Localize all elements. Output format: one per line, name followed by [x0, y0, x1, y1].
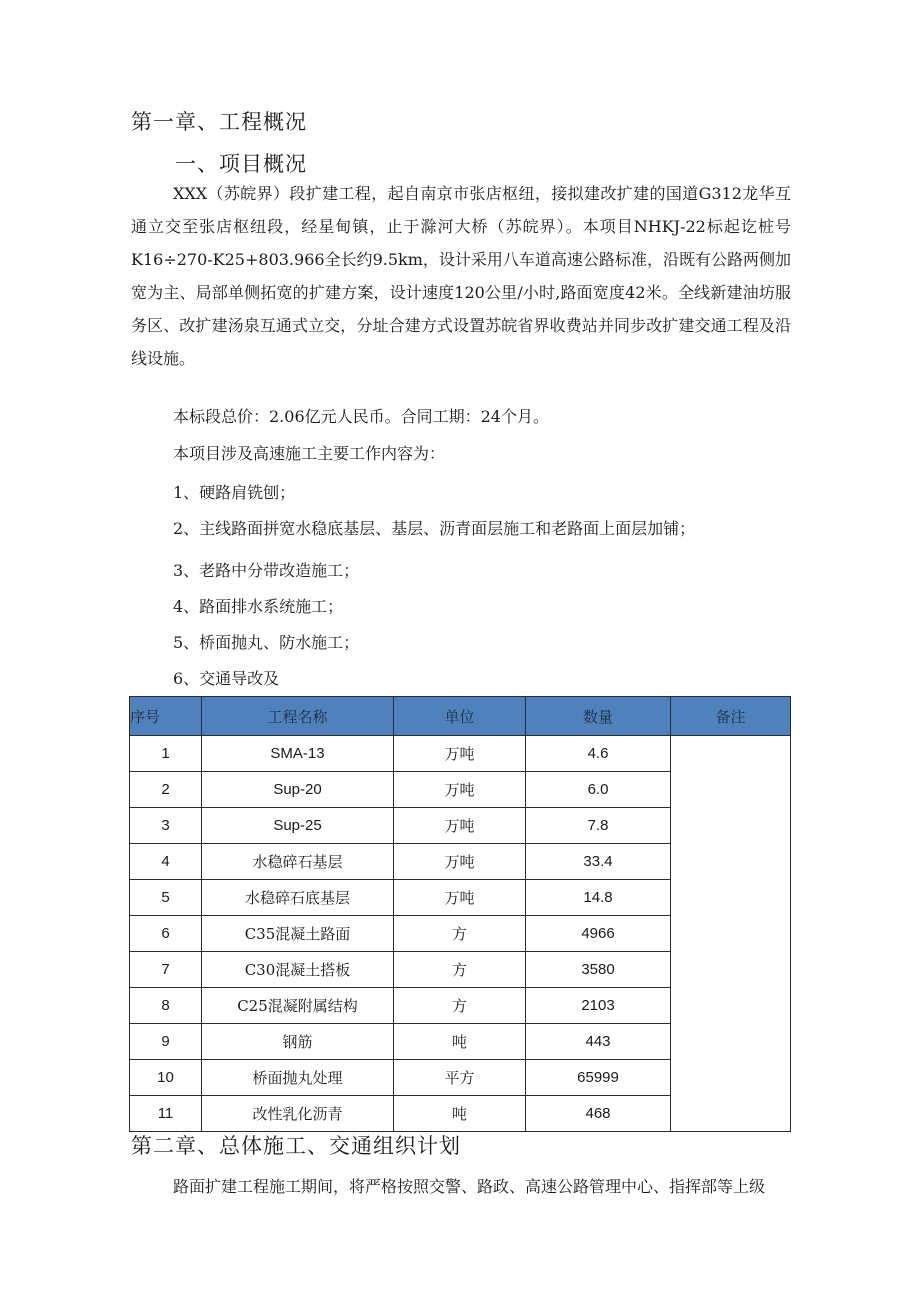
section-1-title: 一、项目概况 — [175, 152, 307, 176]
scope-intro-line: 本项目涉及高速施工主要工作内容为： — [173, 444, 446, 463]
header-unit: 单位 — [394, 697, 526, 736]
header-item-name: 工程名称 — [202, 697, 394, 736]
row-index: 10 — [130, 1060, 202, 1096]
quantity-table — [129, 696, 791, 1132]
row-index: 6 — [130, 916, 202, 952]
row-index: 9 — [130, 1024, 202, 1060]
header-remark: 备注 — [671, 697, 791, 736]
row-quantity: 3580 — [526, 952, 671, 988]
table-row — [130, 736, 791, 772]
remark-cell — [671, 736, 791, 1132]
row-index: 11 — [130, 1096, 202, 1132]
scope-item-5: 5、桥面抛丸、防水施工； — [173, 633, 360, 652]
header-quantity: 数量 — [526, 697, 671, 736]
row-item-name: 桥面抛丸处理 — [202, 1060, 394, 1096]
project-overview-paragraph: XXX（苏皖界）段扩建工程，起自南京市张店枢纽，接拟建改扩建的国道G312龙华互通立交至张店枢纽段，经星甸镇，止于滁河大桥（苏皖界）。本项目NHKJ-22标起讫桩号K16÷270-K25+803.966全长约9.5km，设计采用八车道高速公路标准，沿既有公路两侧加宽为主、局部单侧拓宽的扩建方案，设计速度120公里/小时,路面宽度42米。全线新建油坊服务区、改扩建汤泉互通式立交，分址合建方式设置苏皖省界收费站并同步改扩建交通工程及沿线设施。 — [131, 184, 791, 368]
row-item-name: 水稳碎石底基层 — [202, 880, 394, 916]
row-unit: 万吨 — [394, 844, 526, 880]
row-quantity: 4.6 — [526, 736, 671, 772]
scope-item-6: 6、交通导改及 — [173, 669, 280, 688]
row-unit: 方 — [394, 916, 526, 952]
row-unit: 方 — [394, 952, 526, 988]
row-item-name: SMA-13 — [202, 736, 394, 772]
row-unit: 万吨 — [394, 772, 526, 808]
header-index: 序号 — [130, 697, 202, 736]
row-index: 7 — [130, 952, 202, 988]
row-quantity: 33.4 — [526, 844, 671, 880]
row-quantity: 6.0 — [526, 772, 671, 808]
row-unit: 吨 — [394, 1024, 526, 1060]
row-index: 8 — [130, 988, 202, 1024]
row-quantity: 65999 — [526, 1060, 671, 1096]
row-quantity: 443 — [526, 1024, 671, 1060]
row-index: 1 — [130, 736, 202, 772]
chapter-2-paragraph: 路面扩建工程施工期间，将严格按照交警、路政、高速公路管理中心、指挥部等上级 — [173, 1177, 766, 1196]
row-item-name: Sup-25 — [202, 808, 394, 844]
scope-item-4: 4、路面排水系统施工； — [173, 597, 344, 616]
chapter-2-title: 第二章、总体施工、交通组织计划 — [131, 1134, 461, 1158]
row-quantity: 14.8 — [526, 880, 671, 916]
contract-price-line: 本标段总价：2.06亿元人民币。合同工期：24个月。 — [173, 407, 549, 426]
row-item-name: 改性乳化沥青 — [202, 1096, 394, 1132]
row-item-name: C30混凝土搭板 — [202, 952, 394, 988]
row-item-name: 水稳碎石基层 — [202, 844, 394, 880]
row-unit: 万吨 — [394, 808, 526, 844]
scope-item-1: 1、硬路肩铣刨； — [173, 483, 296, 502]
row-unit: 万吨 — [394, 880, 526, 916]
row-unit: 吨 — [394, 1096, 526, 1132]
row-quantity: 2103 — [526, 988, 671, 1024]
scope-item-3: 3、老路中分带改造施工； — [173, 561, 360, 580]
row-item-name: C25混凝附属结构 — [202, 988, 394, 1024]
scope-item-2: 2、主线路面拼宽水稳底基层、基层、沥青面层施工和老路面上面层加铺； — [173, 519, 696, 538]
row-item-name: Sup-20 — [202, 772, 394, 808]
row-unit: 平方 — [394, 1060, 526, 1096]
row-quantity: 7.8 — [526, 808, 671, 844]
row-index: 3 — [130, 808, 202, 844]
row-unit: 万吨 — [394, 736, 526, 772]
row-item-name: C35混凝土路面 — [202, 916, 394, 952]
table-header-row — [130, 697, 791, 736]
row-quantity: 4966 — [526, 916, 671, 952]
row-index: 4 — [130, 844, 202, 880]
row-index: 5 — [130, 880, 202, 916]
chapter-1-title: 第一章、工程概况 — [131, 110, 307, 134]
row-quantity: 468 — [526, 1096, 671, 1132]
row-unit: 方 — [394, 988, 526, 1024]
row-item-name: 钢筋 — [202, 1024, 394, 1060]
row-index: 2 — [130, 772, 202, 808]
